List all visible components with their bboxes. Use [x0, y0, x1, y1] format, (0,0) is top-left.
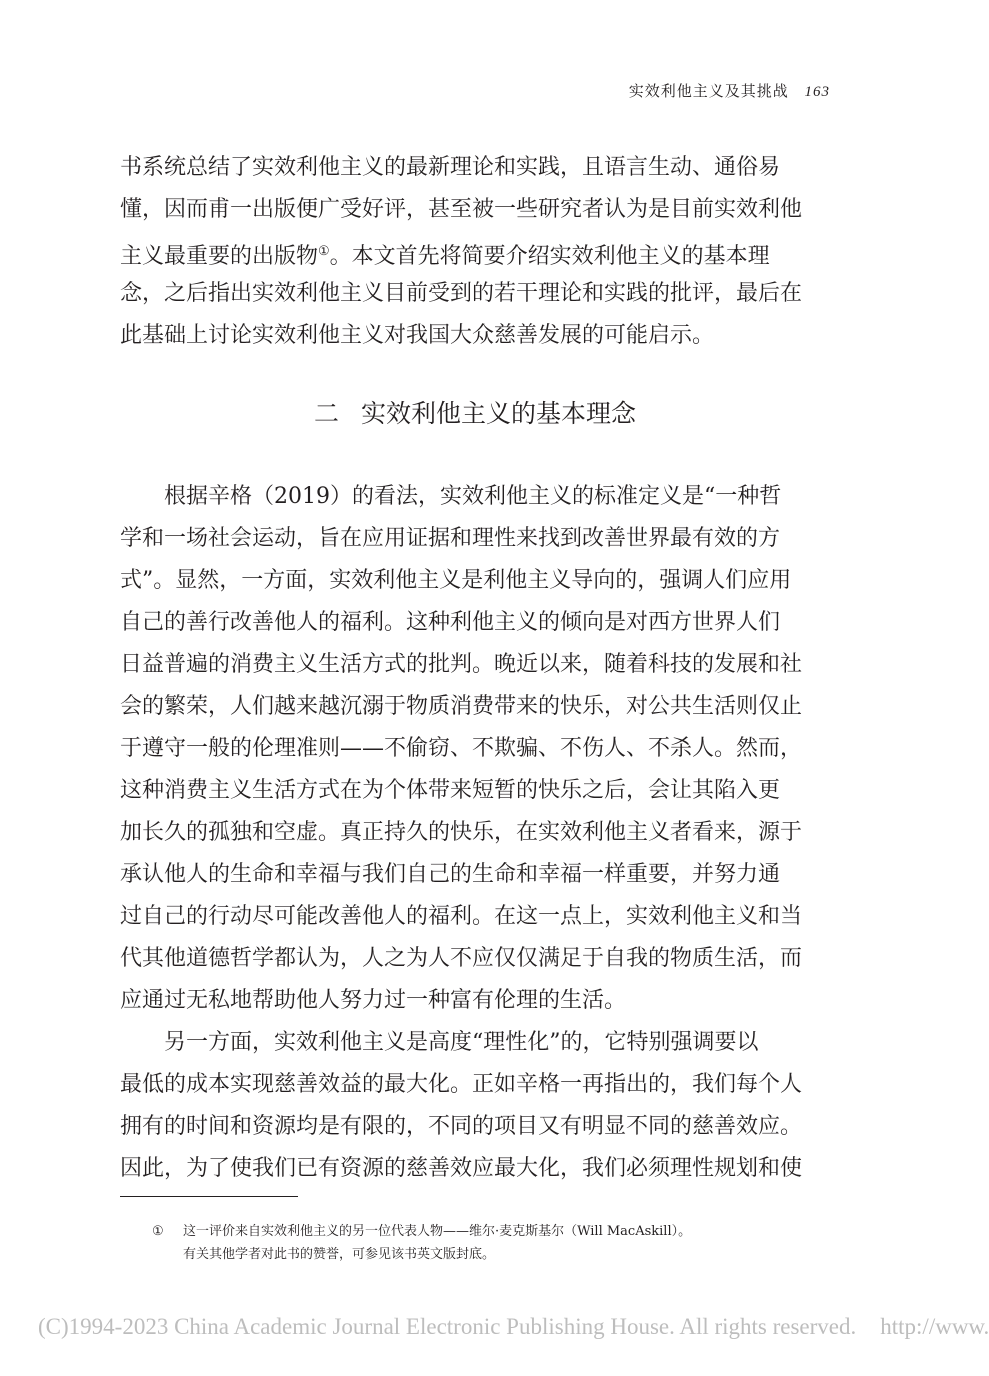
copyright-watermark — [38, 1314, 989, 1340]
body-line: 另一方面，实效利他主义是高度“理性化”的，它特别强调要以 — [164, 1030, 759, 1055]
watermark-url[interactable]: http://www. — [880, 1314, 989, 1339]
intro-line: 念，之后指出实效利他主义目前受到的若干理论和实践的批评，最后在 — [120, 281, 803, 306]
body-line: 因此，为了使我们已有资源的慈善效应最大化，我们必须理性规划和使 — [120, 1156, 803, 1181]
intro-line: 懂，因而甫一出版便广受好评，甚至被一些研究者认为是目前实效利他 — [120, 197, 803, 222]
section-heading — [0, 396, 950, 432]
body-line: 这种消费主义生活方式在为个体带来短暂的快乐之后，会让其陷入更 — [120, 778, 781, 803]
intro-line — [120, 237, 830, 272]
body-line: 加长久的孤独和空虚。真正持久的快乐，在实效利他主义者看来，源于 — [120, 820, 803, 845]
intro-line-part: 。本文首先将简要介绍实效利他主义的基本理 — [329, 244, 770, 269]
intro-line: 此基础上讨论实效利他主义对我国大众慈善发展的可能启示。 — [120, 323, 715, 348]
body-line: 拥有的时间和资源均是有限的，不同的项目又有明显不同的慈善效应。 — [120, 1114, 803, 1139]
intro-line: 书系统总结了实效利他主义的最新理论和实践，且语言生动、通俗易 — [120, 155, 781, 180]
footnote-marker: ① — [152, 1224, 164, 1239]
body-line: 于遵守一般的伦理准则——不偷窃、不欺骗、不伤人、不杀人。然而， — [120, 736, 803, 761]
body-line: 承认他人的生命和幸福与我们自己的生命和幸福一样重要，并努力通 — [120, 862, 781, 887]
page-number: 163 — [804, 84, 830, 100]
footnote-line: 有关其他学者对此书的赞誉，可参见该书英文版封底。 — [183, 1247, 496, 1262]
body-line: 过自己的行动尽可能改善他人的福利。在这一点上，实效利他主义和当 — [120, 904, 803, 929]
body-line: 应通过无私地帮助他人努力过一种富有伦理的生活。 — [120, 988, 627, 1013]
body-line: 最低的成本实现慈善效益的最大化。正如辛格一再指出的，我们每个人 — [120, 1072, 803, 1097]
section-number: 二 — [313, 399, 339, 428]
body-line: 式”。显然，一方面，实效利他主义是利他主义导向的，强调人们应用 — [120, 568, 792, 593]
body-line: 会的繁荣，人们越来越沉溺于物质消费带来的快乐，对公共生活则仅止 — [120, 694, 803, 719]
body-line: 自己的善行改善他人的福利。这种利他主义的倾向是对西方世界人们 — [120, 610, 781, 635]
running-header — [629, 80, 830, 101]
footnote-line: 这一评价来自实效利他主义的另一位代表人物——维尔·麦克斯基尔（Will MacAskill）。 — [183, 1224, 692, 1239]
footnote-divider — [120, 1196, 298, 1197]
intro-line-part: 主义最重要的出版物 — [120, 244, 319, 269]
body-line: 学和一场社会运动，旨在应用证据和理性来找到改善世界最有效的方 — [120, 526, 781, 551]
section-title: 实效利他主义的基本理念 — [361, 399, 637, 428]
footnote-reference[interactable]: ① — [318, 244, 330, 259]
watermark-text: (C)1994-2023 China Academic Journal Electronic Publishing House. All rights reserved. — [38, 1314, 857, 1339]
body-line: 根据辛格（2019）的看法，实效利他主义的标准定义是“一种哲 — [164, 484, 782, 509]
running-title: 实效利他主义及其挑战 — [628, 82, 789, 100]
body-line: 日益普遍的消费主义生活方式的批判。晚近以来，随着科技的发展和社 — [120, 652, 803, 677]
body-line: 代其他道德哲学都认为，人之为人不应仅仅满足于自我的物质生活，而 — [120, 946, 803, 971]
